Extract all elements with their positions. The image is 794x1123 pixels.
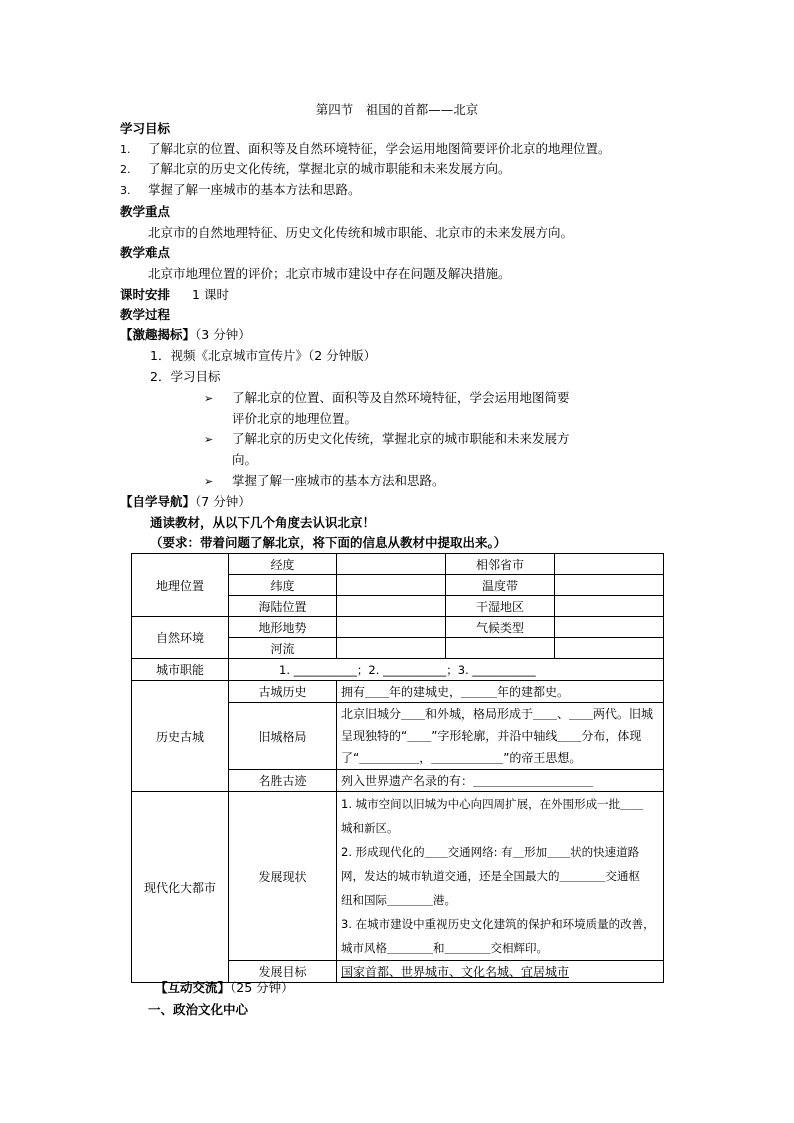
- section2-requirement: （要求：带着问题了解北京，将下面的信息从教材中提取出来。）: [150, 535, 507, 550]
- page-title: 第四节 祖国的首都——北京: [315, 102, 479, 117]
- latitude-label: 纬度: [229, 575, 337, 596]
- ancient-history-cell[interactable]: 拥有＿＿年的建城史，＿＿＿年的建都史。: [337, 681, 664, 703]
- latitude-cell[interactable]: [337, 575, 446, 596]
- longitude-cell[interactable]: [337, 554, 446, 575]
- part1-heading: 一、政治文化中心: [148, 1002, 249, 1017]
- ancient-history-label: 古城历史: [229, 681, 337, 703]
- table-row: [132, 659, 664, 681]
- wet-dry-cell[interactable]: [555, 596, 664, 617]
- table-row: [132, 681, 664, 703]
- info-table: [131, 553, 664, 983]
- function-cell[interactable]: 1. ___________；2. ___________；3. ___________: [229, 659, 664, 681]
- longitude-label: 经度: [229, 554, 337, 575]
- table-row: [132, 617, 664, 638]
- goal-item-3: 3. 掌握了解一座城市的基本方法和思路。: [120, 182, 361, 197]
- table-row: [132, 792, 664, 961]
- layout-cell[interactable]: 北京旧城分＿＿和外城，格局形成于＿＿、＿＿两代。旧城 呈现独特的“＿＿”字形轮廓，并沿中轴线＿＿分布，体现 了“＿＿＿＿＿，＿＿＿＿＿＿”的帝王思想。: [337, 703, 664, 770]
- goals-heading: 学习目标: [120, 121, 171, 136]
- function-label: 城市职能: [132, 659, 229, 681]
- temp-zone-label: 温度带: [446, 575, 555, 596]
- adjacent-cell[interactable]: [555, 554, 664, 575]
- sites-cell[interactable]: 列入世界遗产名录的有：＿＿＿＿＿＿＿＿＿＿: [337, 770, 664, 792]
- sea-land-cell[interactable]: [337, 596, 446, 617]
- climate-label: 气候类型: [446, 617, 555, 638]
- geo-label: 地理位置: [132, 554, 229, 617]
- wet-dry-label: 干湿地区: [446, 596, 555, 617]
- key-points-text: 北京市的自然地理特征、历史文化传统和城市职能、北京市的未来发展方向。: [148, 225, 574, 240]
- nature-label: 自然环境: [132, 617, 229, 659]
- climate-cell[interactable]: [555, 617, 664, 638]
- schedule-line: 课时安排 1 课时: [120, 287, 229, 302]
- section1-item-1: 1．视频《北京城市宣传片》（2 分钟版）: [150, 348, 377, 363]
- goal-label: 发展目标: [229, 961, 337, 983]
- sites-label: 名胜古迹: [229, 770, 337, 792]
- section1-item-2: 2．学习目标: [150, 369, 221, 384]
- terrain-cell[interactable]: [337, 617, 446, 638]
- empty-cell: [446, 638, 555, 659]
- section2-heading: 【自学导航】（7 分钟）: [120, 494, 251, 509]
- section2-intro: 通读教材，从以下几个角度去认识北京！: [150, 515, 376, 530]
- status-label: 发展现状: [229, 792, 337, 961]
- target-bullet-2: ➢ 了解北京的历史文化传统，掌握北京的城市职能和未来发展方: [204, 431, 570, 446]
- key-points-heading: 教学重点: [120, 204, 171, 219]
- target-bullet-3: ➢ 掌握了解一座城市的基本方法和思路。: [204, 473, 445, 488]
- river-cell[interactable]: [337, 638, 446, 659]
- difficulties-heading: 教学难点: [120, 245, 171, 260]
- process-heading: 教学过程: [120, 307, 171, 322]
- temp-zone-cell[interactable]: [555, 575, 664, 596]
- history-label: 历史古城: [132, 681, 229, 792]
- goal-cell: 国家首都、世界城市、文化名城、宜居城市: [337, 961, 664, 983]
- adjacent-label: 相邻省市: [446, 554, 555, 575]
- section3-heading: 【互动交流】（25 分钟）: [155, 980, 294, 995]
- layout-label: 旧城格局: [229, 703, 337, 770]
- table-row: [132, 554, 664, 575]
- modern-label: 现代化大都市: [132, 792, 229, 983]
- target-bullet-2-cont: 向。: [232, 452, 258, 467]
- target-bullet-1: ➢ 了解北京的位置、面积等及自然环境特征，学会运用地图简要: [204, 390, 570, 405]
- empty-cell: [555, 638, 664, 659]
- status-cell[interactable]: 1. 城市空间以旧城为中心向四周扩展，在外围形成一批＿＿ 城和新区。 2. 形成现代化的＿＿交通网络: 有＿形加＿＿状的快速道路 网，发达的城市轨道交通，还是全国最大的＿＿＿＿交通枢 纽和国际＿＿＿＿港。 3. 在城市建设中重视历史文化建筑的保护和环境质量的改善， 城市风格＿＿＿＿和＿＿＿＿交相辉印。: [337, 792, 664, 961]
- section1-heading: 【激趣揭标】（3 分钟）: [120, 327, 251, 342]
- target-bullet-1-cont: 评价北京的地理位置。: [232, 411, 358, 426]
- goal-item-2: 2. 了解北京的历史文化传统，掌握北京的城市职能和未来发展方向。: [120, 161, 511, 176]
- river-label: 河流: [229, 638, 337, 659]
- difficulties-text: 北京市地理位置的评价；北京市城市建设中存在问题及解决措施。: [148, 266, 511, 281]
- goal-item-1: 1. 了解北京的位置、面积等及自然环境特征，学会运用地图简要评价北京的地理位置。: [120, 141, 611, 156]
- terrain-label: 地形地势: [229, 617, 337, 638]
- sea-land-label: 海陆位置: [229, 596, 337, 617]
